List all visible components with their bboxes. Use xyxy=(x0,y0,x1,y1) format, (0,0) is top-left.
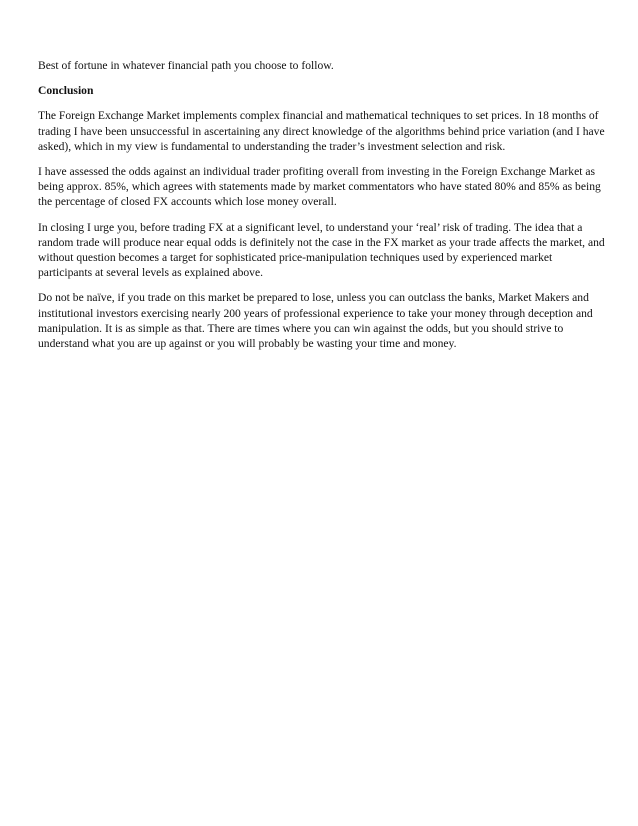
section-heading: Conclusion xyxy=(38,84,94,98)
paragraph-2: I have assessed the odds against an individual trader profiting overall from investing in the Foreign Exchange Market as being approx. 85%, which agrees with statements made by market commentators who have stated 80% and 85% as being the percentage of closed FX accounts which lose money overall. xyxy=(38,165,601,209)
paragraph-1: The Foreign Exchange Market implements complex financial and mathematical techniques to set prices. In 18 months of trading I have been unsuccessful in ascertaining any direct knowledge of the algorithms behind price variation (and I have asked), which in my view is fundamental to understanding the trader’s investment selection and risk. xyxy=(38,109,605,153)
document-page xyxy=(38,58,608,361)
paragraph-4: Do not be naïve, if you trade on this market be prepared to lose, unless you can outclass the banks, Market Makers and institutional investors exercising nearly 200 years of professional experience to take your money through deception and manipulation. It is as simple as that. There are times where you can win against the odds, but you should strive to understand what you are up against or you will probably be wasting your time and money. xyxy=(38,291,593,351)
paragraph-3: In closing I urge you, before trading FX at a significant level, to understand your ‘real’ risk of trading. The idea that a random trade will produce near equal odds is definitely not the case in the FX market as your trade affects the market, and without question becomes a target for sophisticated price-manipulation techniques used by experienced market participants at several levels as explained above. xyxy=(38,220,605,280)
opening-line: Best of fortune in whatever financial path you choose to follow. xyxy=(38,59,334,72)
